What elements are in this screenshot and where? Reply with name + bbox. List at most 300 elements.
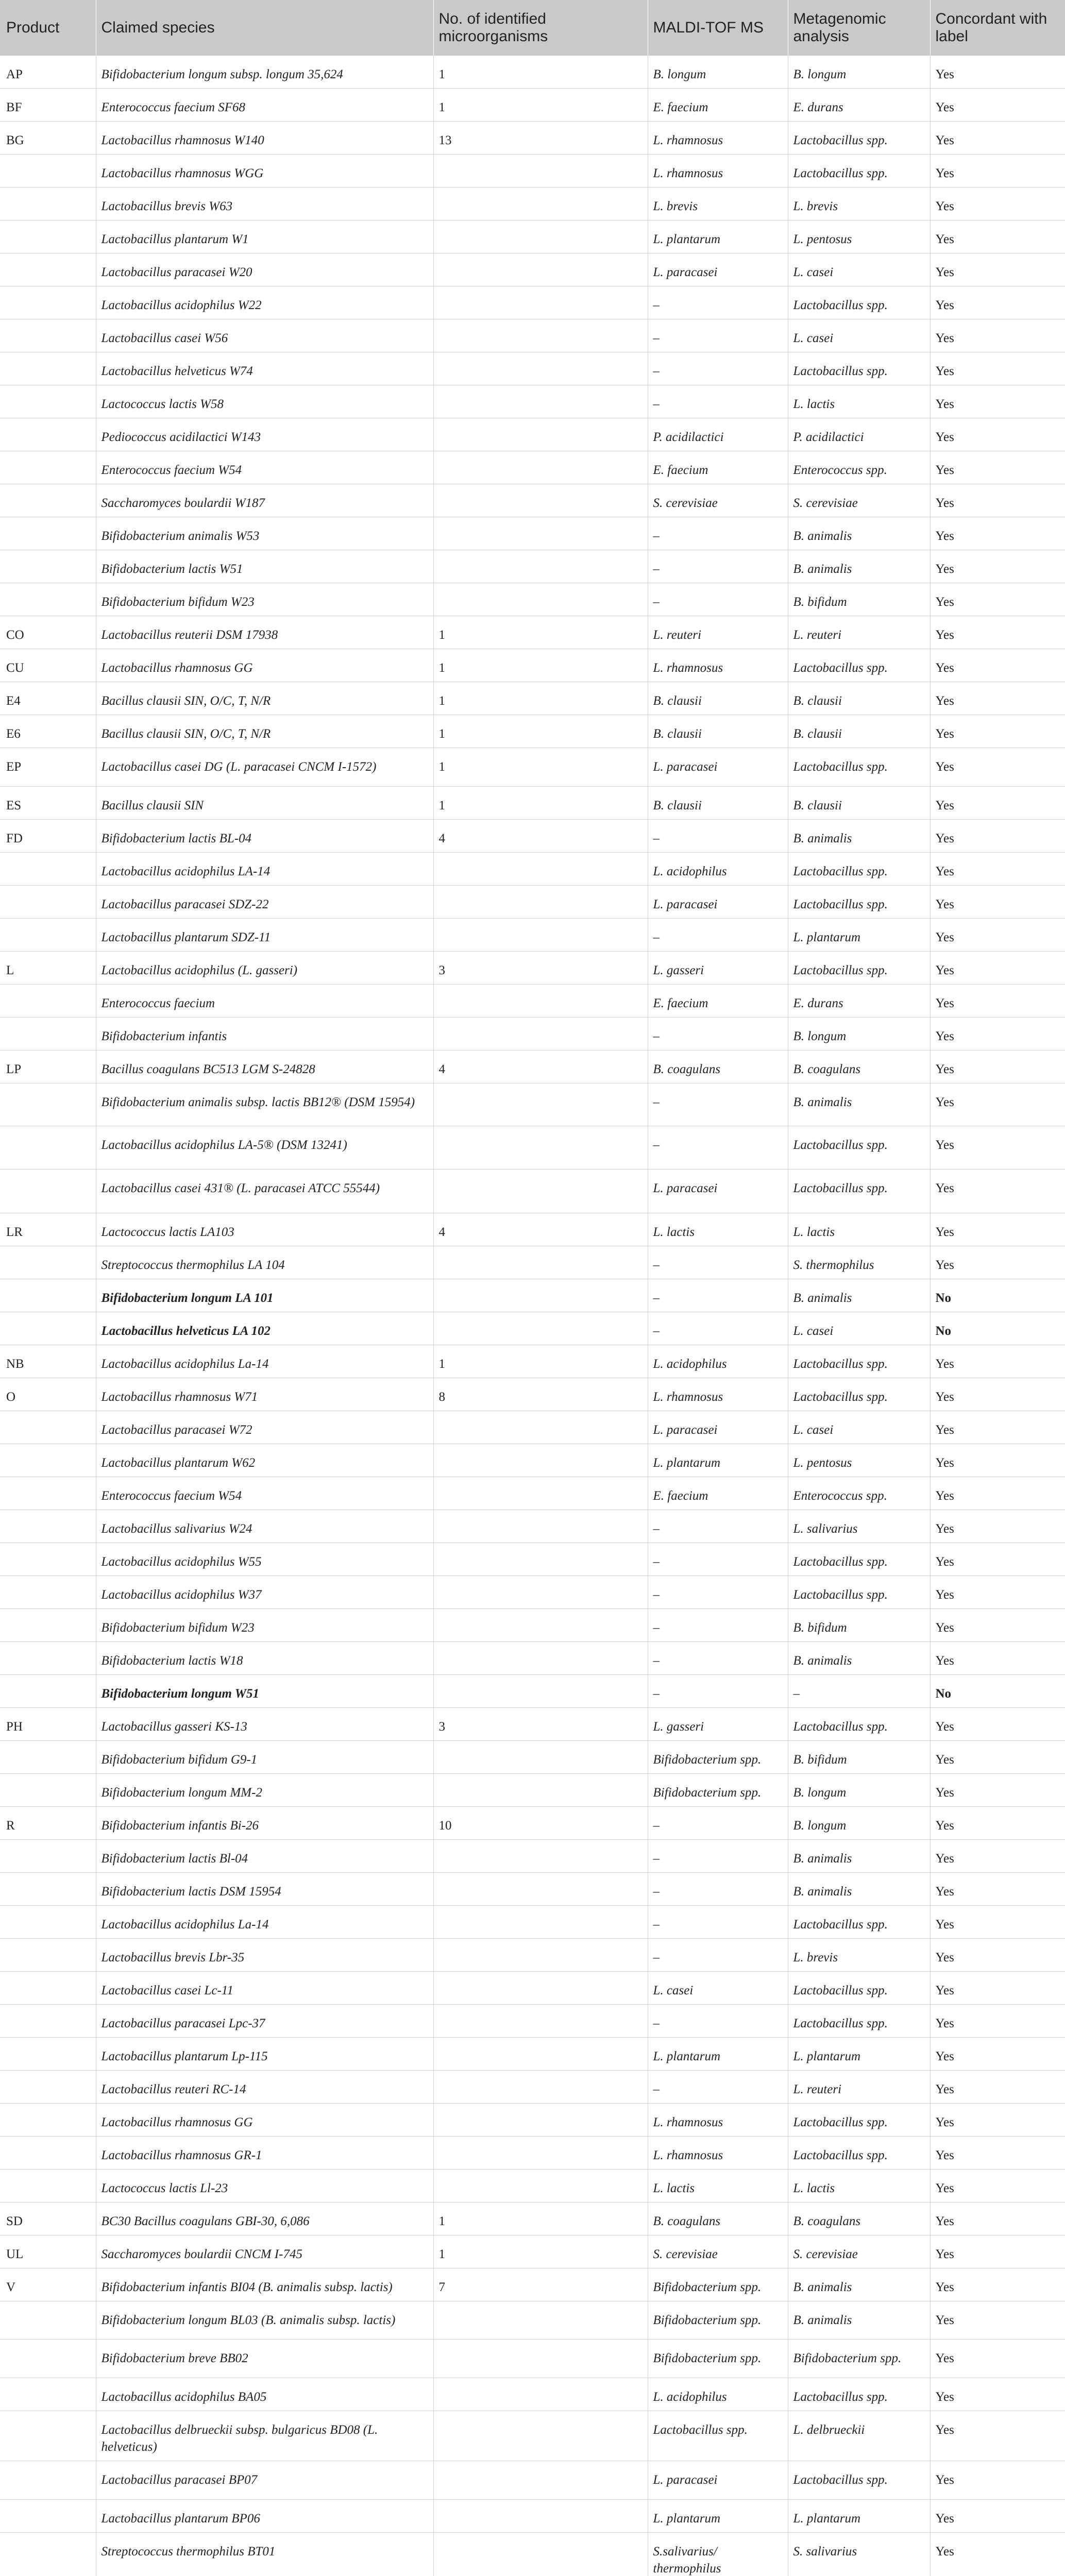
species-cell: Lactobacillus acidophilus La-14 <box>96 1345 433 1378</box>
concordant-cell: Yes <box>930 56 1065 89</box>
species-cell: Lactobacillus casei 431® (L. paracasei ATCC 55544) <box>96 1170 433 1213</box>
maldi-cell: L. rhamnosus <box>648 122 788 155</box>
metagenomic-cell: Lactobacillus spp. <box>788 1378 930 1411</box>
maldi-cell: Bifidobacterium spp. <box>648 1774 788 1807</box>
maldi-cell: L. rhamnosus <box>648 2137 788 2170</box>
maldi-cell: L. reuteri <box>648 616 788 649</box>
product-cell <box>0 1246 96 1279</box>
count-cell: 1 <box>433 616 648 649</box>
species-cell: Bifidobacterium longum subsp. longum 35,624 <box>96 56 433 89</box>
concordant-cell: Yes <box>930 2340 1065 2378</box>
maldi-cell: – <box>648 2005 788 2038</box>
count-cell <box>433 583 648 616</box>
count-cell: 13 <box>433 122 648 155</box>
metagenomic-cell: L. reuteri <box>788 2071 930 2104</box>
maldi-cell: B. clausii <box>648 715 788 748</box>
species-cell: Lactobacillus acidophilus W55 <box>96 1543 433 1576</box>
metagenomic-cell: B. animalis <box>788 820 930 853</box>
table-row <box>0 221 1065 253</box>
count-cell <box>433 1170 648 1213</box>
concordant-cell: Yes <box>930 89 1065 122</box>
species-cell: Bifidobacterium longum LA 101 <box>96 1279 433 1312</box>
species-cell: Lactobacillus brevis Lbr-35 <box>96 1939 433 1972</box>
concordant-cell: Yes <box>930 1477 1065 1510</box>
product-cell <box>0 418 96 451</box>
maldi-cell: L. plantarum <box>648 1444 788 1477</box>
maldi-cell: L. rhamnosus <box>648 649 788 682</box>
table-row <box>0 1279 1065 1312</box>
product-cell <box>0 2170 96 2202</box>
count-cell <box>433 1018 648 1050</box>
metagenomic-cell: L. casei <box>788 1312 930 1345</box>
species-cell: Bifidobacterium longum MM-2 <box>96 1774 433 1807</box>
species-cell: Lactobacillus acidophilus W22 <box>96 286 433 319</box>
maldi-cell: Bifidobacterium spp. <box>648 2340 788 2378</box>
maldi-cell: E. faecium <box>648 451 788 484</box>
metagenomic-cell: Lactobacillus spp. <box>788 1543 930 1576</box>
maldi-cell: S.salivarius/ thermophilus <box>648 2533 788 2576</box>
table-row <box>0 1774 1065 1807</box>
maldi-cell: – <box>648 550 788 583</box>
table-row <box>0 1642 1065 1675</box>
metagenomic-cell: Enterococcus spp. <box>788 451 930 484</box>
table-row <box>0 1126 1065 1170</box>
species-cell: Lactobacillus plantarum W1 <box>96 221 433 253</box>
concordant-cell: Yes <box>930 2411 1065 2461</box>
count-cell <box>433 385 648 418</box>
maldi-cell: L. rhamnosus <box>648 2104 788 2137</box>
product-cell <box>0 1543 96 1576</box>
count-cell <box>433 2104 648 2137</box>
count-cell <box>433 2170 648 2202</box>
concordant-cell: Yes <box>930 1050 1065 1083</box>
count-cell: 1 <box>433 56 648 89</box>
species-cell: Pediococcus acidilactici W143 <box>96 418 433 451</box>
count-cell <box>433 1576 648 1609</box>
table-row <box>0 1345 1065 1378</box>
table-row <box>0 2071 1065 2104</box>
concordant-cell: Yes <box>930 352 1065 385</box>
table-row <box>0 56 1065 89</box>
product-cell: LR <box>0 1213 96 1246</box>
concordant-cell: Yes <box>930 1444 1065 1477</box>
species-cell: Saccharomyces boulardii CNCM I-745 <box>96 2235 433 2268</box>
table-row <box>0 2340 1065 2378</box>
count-cell <box>433 221 648 253</box>
table-row <box>0 89 1065 122</box>
maldi-cell: – <box>648 1126 788 1170</box>
metagenomic-cell: Lactobacillus spp. <box>788 352 930 385</box>
count-cell: 1 <box>433 649 648 682</box>
count-cell <box>433 1840 648 1873</box>
table-row <box>0 748 1065 787</box>
count-cell <box>433 1774 648 1807</box>
count-cell <box>433 2533 648 2576</box>
metagenomic-cell: B. animalis <box>788 550 930 583</box>
count-cell: 4 <box>433 1050 648 1083</box>
product-cell: BG <box>0 122 96 155</box>
table-row <box>0 1972 1065 2005</box>
metagenomic-cell: B. longum <box>788 1018 930 1050</box>
species-cell: Lactobacillus acidophilus W37 <box>96 1576 433 1609</box>
product-cell <box>0 1774 96 1807</box>
metagenomic-cell: L. casei <box>788 253 930 286</box>
concordant-cell: Yes <box>930 1018 1065 1050</box>
maldi-cell: E. faecium <box>648 985 788 1018</box>
concordant-cell: Yes <box>930 2533 1065 2576</box>
metagenomic-cell: Enterococcus spp. <box>788 1477 930 1510</box>
product-cell <box>0 886 96 919</box>
metagenomic-cell: S. thermophilus <box>788 1246 930 1279</box>
table-row <box>0 919 1065 952</box>
table-row <box>0 418 1065 451</box>
table-body <box>0 56 1065 2576</box>
concordant-cell: Yes <box>930 1741 1065 1774</box>
product-cell <box>0 1873 96 1906</box>
species-cell: Lactobacillus rhamnosus GG <box>96 649 433 682</box>
concordant-cell: Yes <box>930 253 1065 286</box>
maldi-cell: L. casei <box>648 1972 788 2005</box>
maldi-cell: – <box>648 517 788 550</box>
species-cell: Lactobacillus salivarius W24 <box>96 1510 433 1543</box>
metagenomic-cell: B. animalis <box>788 1083 930 1126</box>
concordant-cell: Yes <box>930 2005 1065 2038</box>
product-cell <box>0 1972 96 2005</box>
maldi-cell: – <box>648 919 788 952</box>
maldi-cell: L. rhamnosus <box>648 155 788 188</box>
product-cell: E6 <box>0 715 96 748</box>
metagenomic-cell: Lactobacillus spp. <box>788 122 930 155</box>
metagenomic-cell: L. brevis <box>788 1939 930 1972</box>
table-row <box>0 1675 1065 1708</box>
header-identified-count: No. of identified microorganisms <box>433 0 648 56</box>
product-cell <box>0 1741 96 1774</box>
species-cell: Bacillus coagulans BC513 LGM S-24828 <box>96 1050 433 1083</box>
metagenomic-cell: L. lactis <box>788 385 930 418</box>
maldi-cell: B. coagulans <box>648 2202 788 2235</box>
metagenomic-cell: Lactobacillus spp. <box>788 1708 930 1741</box>
header-product: Product <box>0 0 96 56</box>
product-cell <box>0 286 96 319</box>
table-row <box>0 1213 1065 1246</box>
species-cell: Lactococcus lactis W58 <box>96 385 433 418</box>
count-cell <box>433 2005 648 2038</box>
product-cell <box>0 2500 96 2533</box>
species-cell: Lactobacillus casei DG (L. paracasei CNCM I-1572) <box>96 748 433 787</box>
table-row <box>0 2533 1065 2576</box>
table-row <box>0 1477 1065 1510</box>
concordant-cell: Yes <box>930 616 1065 649</box>
species-cell: Lactobacillus plantarum Lp-115 <box>96 2038 433 2071</box>
maldi-cell: – <box>648 1906 788 1939</box>
table-row <box>0 715 1065 748</box>
maldi-cell: S. cerevisiae <box>648 2235 788 2268</box>
table-row <box>0 787 1065 820</box>
table-row <box>0 1444 1065 1477</box>
table-row <box>0 985 1065 1018</box>
maldi-cell: L. plantarum <box>648 2500 788 2533</box>
maldi-cell: L. paracasei <box>648 253 788 286</box>
metagenomic-cell: Lactobacillus spp. <box>788 2378 930 2411</box>
maldi-cell: – <box>648 1510 788 1543</box>
species-cell: Lactobacillus plantarum W62 <box>96 1444 433 1477</box>
concordant-cell: Yes <box>930 649 1065 682</box>
species-cell: Lactobacillus acidophilus (L. gasseri) <box>96 952 433 985</box>
maldi-cell: L. paracasei <box>648 2461 788 2500</box>
table-row <box>0 1609 1065 1642</box>
table-row <box>0 319 1065 352</box>
product-cell <box>0 550 96 583</box>
concordant-cell: Yes <box>930 2104 1065 2137</box>
concordant-cell: Yes <box>930 2202 1065 2235</box>
metagenomic-cell: B. coagulans <box>788 1050 930 1083</box>
count-cell <box>433 352 648 385</box>
maldi-cell: – <box>648 352 788 385</box>
concordant-cell: Yes <box>930 820 1065 853</box>
count-cell <box>433 1126 648 1170</box>
metagenomic-cell: L. casei <box>788 1411 930 1444</box>
concordant-cell: Yes <box>930 2301 1065 2340</box>
table-row <box>0 886 1065 919</box>
concordant-cell: Yes <box>930 155 1065 188</box>
metagenomic-cell: B. animalis <box>788 1279 930 1312</box>
species-cell: Lactococcus lactis LA103 <box>96 1213 433 1246</box>
concordant-cell: Yes <box>930 583 1065 616</box>
table-row <box>0 2461 1065 2500</box>
species-cell: Lactobacillus acidophilus LA-14 <box>96 853 433 886</box>
concordant-cell: Yes <box>930 550 1065 583</box>
concordant-cell: Yes <box>930 715 1065 748</box>
concordant-cell: No <box>930 1675 1065 1708</box>
product-cell <box>0 155 96 188</box>
maldi-cell: – <box>648 319 788 352</box>
product-cell <box>0 385 96 418</box>
species-cell: Bacillus clausii SIN <box>96 787 433 820</box>
concordant-cell: Yes <box>930 1510 1065 1543</box>
species-cell: Lactobacillus rhamnosus W71 <box>96 1378 433 1411</box>
species-cell: Bifidobacterium infantis Bi-26 <box>96 1807 433 1840</box>
product-cell <box>0 2038 96 2071</box>
maldi-cell: L. lactis <box>648 2170 788 2202</box>
species-cell: Bacillus clausii SIN, O/C, T, N/R <box>96 682 433 715</box>
table-row <box>0 1873 1065 1906</box>
metagenomic-cell: E. durans <box>788 89 930 122</box>
metagenomic-cell: B. animalis <box>788 2301 930 2340</box>
concordant-cell: Yes <box>930 385 1065 418</box>
table-row <box>0 2005 1065 2038</box>
count-cell <box>433 886 648 919</box>
metagenomic-cell: L. reuteri <box>788 616 930 649</box>
maldi-cell: B. longum <box>648 56 788 89</box>
species-cell: BC30 Bacillus coagulans GBI-30, 6,086 <box>96 2202 433 2235</box>
product-cell <box>0 919 96 952</box>
species-cell: Lactobacillus brevis W63 <box>96 188 433 221</box>
table-row <box>0 1378 1065 1411</box>
table-row <box>0 583 1065 616</box>
species-cell: Lactobacillus rhamnosus W140 <box>96 122 433 155</box>
species-cell: Streptococcus thermophilus BT01 <box>96 2533 433 2576</box>
table-row <box>0 649 1065 682</box>
species-cell: Lactobacillus acidophilus BA05 <box>96 2378 433 2411</box>
species-cell: Lactococcus lactis Ll-23 <box>96 2170 433 2202</box>
concordant-cell: Yes <box>930 1378 1065 1411</box>
metagenomic-cell: S. cerevisiae <box>788 2235 930 2268</box>
concordant-cell: Yes <box>930 1213 1065 1246</box>
concordant-cell: Yes <box>930 2500 1065 2533</box>
species-cell: Bifidobacterium bifidum G9-1 <box>96 1741 433 1774</box>
product-cell: LP <box>0 1050 96 1083</box>
metagenomic-cell: B. bifidum <box>788 583 930 616</box>
concordant-cell: Yes <box>930 1906 1065 1939</box>
header-concordant: Concordant with label <box>930 0 1065 56</box>
product-cell <box>0 2411 96 2461</box>
species-cell: Lactobacillus casei W56 <box>96 319 433 352</box>
table-row <box>0 2301 1065 2340</box>
count-cell <box>433 155 648 188</box>
metagenomic-cell: B. longum <box>788 1774 930 1807</box>
concordant-cell: Yes <box>930 985 1065 1018</box>
maldi-cell: – <box>648 1576 788 1609</box>
product-cell: ES <box>0 787 96 820</box>
metagenomic-cell: L. lactis <box>788 2170 930 2202</box>
maldi-cell: – <box>648 1543 788 1576</box>
concordant-cell: Yes <box>930 221 1065 253</box>
table-row <box>0 188 1065 221</box>
product-cell: CO <box>0 616 96 649</box>
metagenomic-cell: Lactobacillus spp. <box>788 748 930 787</box>
table-row <box>0 1510 1065 1543</box>
count-cell: 1 <box>433 2235 648 2268</box>
concordant-cell: Yes <box>930 2378 1065 2411</box>
table-row <box>0 2104 1065 2137</box>
table-row <box>0 155 1065 188</box>
count-cell <box>433 1477 648 1510</box>
count-cell <box>433 1083 648 1126</box>
maldi-cell: L. gasseri <box>648 952 788 985</box>
species-cell: Enterococcus faecium SF68 <box>96 89 433 122</box>
count-cell <box>433 2301 648 2340</box>
metagenomic-cell: B. animalis <box>788 1642 930 1675</box>
table-row <box>0 451 1065 484</box>
species-cell: Lactobacillus paracasei W20 <box>96 253 433 286</box>
product-cell <box>0 2533 96 2576</box>
metagenomic-cell: Lactobacillus spp. <box>788 1126 930 1170</box>
product-cell: SD <box>0 2202 96 2235</box>
product-cell: AP <box>0 56 96 89</box>
table-row <box>0 2170 1065 2202</box>
metagenomic-cell: Lactobacillus spp. <box>788 853 930 886</box>
maldi-cell: E. faecium <box>648 89 788 122</box>
species-cell: Lactobacillus gasseri KS-13 <box>96 1708 433 1741</box>
product-cell <box>0 1477 96 1510</box>
product-cell: R <box>0 1807 96 1840</box>
count-cell: 1 <box>433 715 648 748</box>
metagenomic-cell: L. pentosus <box>788 221 930 253</box>
concordant-cell: Yes <box>930 748 1065 787</box>
product-cell <box>0 1939 96 1972</box>
count-cell <box>433 985 648 1018</box>
species-cell: Enterococcus faecium <box>96 985 433 1018</box>
table-row <box>0 952 1065 985</box>
maldi-cell: Lactobacillus spp. <box>648 2411 788 2461</box>
header-claimed-species: Claimed species <box>96 0 433 56</box>
product-cell <box>0 2301 96 2340</box>
product-cell <box>0 2104 96 2137</box>
count-cell: 4 <box>433 820 648 853</box>
species-cell: Bifidobacterium infantis BI04 (B. animalis subsp. lactis) <box>96 2268 433 2301</box>
table-row <box>0 2202 1065 2235</box>
metagenomic-cell: Lactobacillus spp. <box>788 649 930 682</box>
count-cell: 10 <box>433 1807 648 1840</box>
metagenomic-cell: B. clausii <box>788 787 930 820</box>
count-cell <box>433 2500 648 2533</box>
concordant-cell: Yes <box>930 1126 1065 1170</box>
count-cell <box>433 1609 648 1642</box>
product-cell: UL <box>0 2235 96 2268</box>
metagenomic-cell: Lactobacillus spp. <box>788 1170 930 1213</box>
species-cell: Bifidobacterium animalis W53 <box>96 517 433 550</box>
metagenomic-cell: S. cerevisiae <box>788 484 930 517</box>
count-cell <box>433 1906 648 1939</box>
count-cell <box>433 517 648 550</box>
table-row <box>0 517 1065 550</box>
metagenomic-cell: L. casei <box>788 319 930 352</box>
species-cell: Lactobacillus casei Lc-11 <box>96 1972 433 2005</box>
maldi-cell: – <box>648 286 788 319</box>
concordant-cell: Yes <box>930 853 1065 886</box>
metagenomic-cell: E. durans <box>788 985 930 1018</box>
table-row <box>0 1018 1065 1050</box>
product-cell <box>0 451 96 484</box>
maldi-cell: – <box>648 1675 788 1708</box>
maldi-cell: – <box>648 1312 788 1345</box>
table-row <box>0 1576 1065 1609</box>
concordant-cell: Yes <box>930 2461 1065 2500</box>
maldi-cell: Bifidobacterium spp. <box>648 1741 788 1774</box>
maldi-cell: L. plantarum <box>648 2038 788 2071</box>
product-cell: PH <box>0 1708 96 1741</box>
metagenomic-cell: Lactobacillus spp. <box>788 155 930 188</box>
concordant-cell: Yes <box>930 2235 1065 2268</box>
metagenomic-cell: B. bifidum <box>788 1609 930 1642</box>
table-row <box>0 2500 1065 2533</box>
table-row <box>0 1939 1065 1972</box>
concordant-cell: Yes <box>930 2071 1065 2104</box>
species-cell: Lactobacillus delbrueckii subsp. bulgaricus BD08 (L. helveticus) <box>96 2411 433 2461</box>
maldi-cell: – <box>648 1246 788 1279</box>
metagenomic-cell: Lactobacillus spp. <box>788 886 930 919</box>
table-row <box>0 1170 1065 1213</box>
table-row <box>0 385 1065 418</box>
maldi-cell: E. faecium <box>648 1477 788 1510</box>
table-row <box>0 352 1065 385</box>
product-cell <box>0 985 96 1018</box>
species-cell: Bacillus clausii SIN, O/C, T, N/R <box>96 715 433 748</box>
count-cell <box>433 319 648 352</box>
concordant-cell: Yes <box>930 886 1065 919</box>
metagenomic-cell: Lactobacillus spp. <box>788 1345 930 1378</box>
count-cell <box>433 1246 648 1279</box>
maldi-cell: – <box>648 1642 788 1675</box>
table-row <box>0 1906 1065 1939</box>
product-cell <box>0 1642 96 1675</box>
species-cell: Bifidobacterium bifidum W23 <box>96 1609 433 1642</box>
concordant-cell: Yes <box>930 1345 1065 1378</box>
metagenomic-cell: Lactobacillus spp. <box>788 2104 930 2137</box>
maldi-cell: L. lactis <box>648 1213 788 1246</box>
product-cell <box>0 2005 96 2038</box>
table-row <box>0 616 1065 649</box>
